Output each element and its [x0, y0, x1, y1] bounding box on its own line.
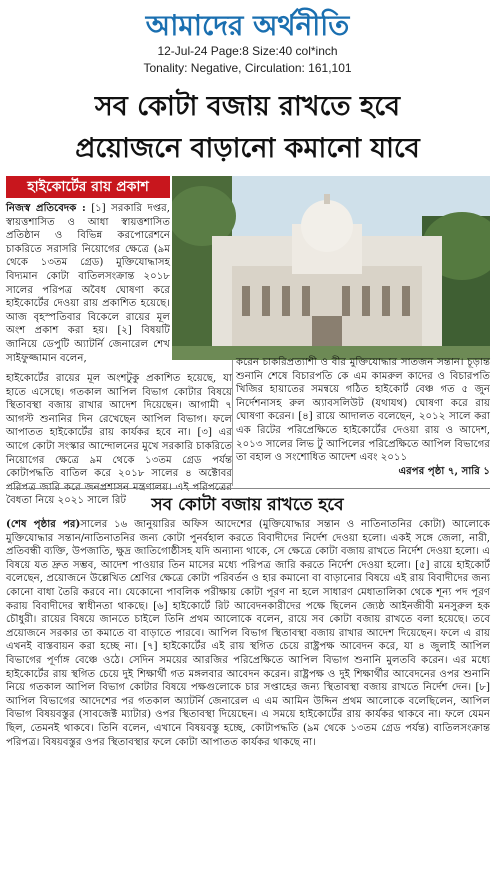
paragraph-right: করেন চাকরিপ্রত্যাশী ও বীর মুক্তিযোদ্ধার সাতজন সন্তান। চূড়ান্ত শুনানি শেষে বিচারপতি কে এম কামরুল কাদের ও বিচারপতি খিজির হায়াতের সমন্বয়ে গঠিত হাইকোর্ট বেঞ্চ গত ৫ জুন নির্দেশনাসহ রুল অ্যাবসলিউট (যথাযথ) ঘোষণা করে রায় ঘোষণা করেন। [৪] রায়ে আদালত বলেছেন, ২০১২ সালে করা এক রিটের পরিপ্রেক্ষিতে হাইকোর্টের দেওয়া রায় ও আদেশ, ২০১৩ সালের লিভ টু আপিলের পরিপ্রেক্ষিতে আপিল বিভাগের তা বহাল ও সংশোধিত আদেশ এবং ২০১১: [236, 357, 490, 464]
high-court-building-image: [172, 176, 490, 360]
high-court-photo: [172, 176, 490, 360]
column-right: [236, 356, 490, 478]
lead-paragraph: [6, 202, 170, 365]
column-divider: [232, 360, 233, 486]
headline-line-2: প্রয়োজনে বাড়ানো কমানো যাবে: [75, 133, 420, 164]
headline-line-1: সব কোটা বজায় রাখতে হবে: [94, 91, 401, 122]
clip-meta-tonality: Tonality: Negative, Circulation: 161,101: [143, 61, 352, 75]
paragraph-left: হাইকোর্টের রায়ের মূল অংশটুকু প্রকাশিত হয়েছে, যা হাতে এসেছে। গতকাল আপিল বিভাগ কোটার বিষয়ে স্থিতাবস্থা বজায় রাখার আদেশ দিয়েছেন। আগামী ৭ আগস্ট শুনানির দিন রেখেছেন আপিল বিভাগ। ফলে আপাতত হাইকোর্টের রায় কার্যকর হবে না। [৩] এর আগে কোটা সংস্কার আন্দোলনের মুখে সরকারি চাকরিতে নিয়োগের ক্ষেত্রে ৯ম থেকে ১৩তম গ্রেড পর্যন্ত কোটাপদ্ধতি বাতিল করে ২০১৮ সালের ৪ অক্টোবর বৈধতা নিয়ে ২০২১ সালে রিট: [6, 373, 232, 507]
continuation-body: [6, 518, 490, 749]
continuation-text: সালের ১৬ জানুয়ারির অফিস আদেশের (মুক্তিযোদ্ধার সন্তান ও নাতিনাতনির কোটা) আলোকে মুক্তিযোদ্ধার সন্তান/নাতিনাতনির জন্য কোটা পুনর্বহাল করতে বিবাদীদের নির্দেশ দেওয়া হলো। একই সঙ্গে জেলা, নারী, প্রতিবন্ধী ব্যক্তি, উপজাতি, ক্ষুদ্র জাতিগোষ্ঠীসহ যদি অন্যান্য থাকে, সে ক্ষেত্রে কোটা বজায় রাখতে নির্দেশ দেওয়া হলো। এ বিষয়ে যত দ্রুত সম্ভব, আদেশ পাওয়ার তিন মাসের মধ্যে পরিপত্র জারি করতে নির্দেশ দেওয়া হলো। [৫] রায়ে হাইকোর্ট বলেছেন, প্রয়োজনে উল্লেখিত শ্রেণির ক্ষেত্রে কোটা পরিবর্তন ও হার কমানো বা বাড়ানোর বিষয়ে এই রায় বিবাদীদের জন্য কোনো বাধা তৈরি করবে না। যেকোনো পাবলিক পরীক্ষায় কোটা পূরণ না হলে সাধারণ মেধাতালিকা থেকে শূন্য পদ পূরণ করায় বিবাদীদের স্বাধীনতা থাকছে। [৬] হাইকোর্টে রিট আবেদনকারীদের পক্ষে ছিলেন জ্যেষ্ঠ আইনজীবী মনসুরুল হক চৌধুরী। রায়ের বিষয়ে জানতে চাইলে তিনি প্রথম আলোকে বলেন, রায়ে সব কোটা বজায় রাখতে বলা হয়েছে। তবে প্রয়োজনে সরকার তা কমাতে বা বাড়াতে পারবে। আপিল বিভাগ স্থিতাবস্থা বজায় রাখার আদেশ দিয়েছেন। ফলে এ রায় এখনই বাস্তবায়ন করা হচ্ছে না। [৭] হাইকোর্টের এই রায় স্থগিত চেয়ে রাষ্ট্রপক্ষ আবেদন করে, যা ৪ জুলাই আপিল বিভাগের পূর্ণাঙ্গ বেঞ্চে ওঠে। সেদিন সময়ের আরজির পরিপ্রেক্ষিতে আপিল বিভাগ শুনানি মুলতবি করেন। এর মধ্যে হাইকোর্টের রায় স্থগিত চেয়ে দুই শিক্ষার্থী গত মঙ্গলবার আবেদন করেন। রাষ্ট্রপক্ষ ও দুই শিক্ষার্থীর আবেদনের ওপর শুনানি নিয়ে গতকাল আপিল বিভাগ কোটার বিষয়ে পক্ষগুলোকে চার সপ্তাহের জন্য স্থিতাবস্থা বজায় রাখতে নির্দেশ দেন। [৮] আপিল বিভাগের আদেশের পর গতকাল অ্যাটর্নি জেনারেল এ এম আমিন উদ্দিন প্রথম আলোকে বলেছিলেন, আপিল বিভাগ বিষয়বস্তুর (সাবজেক্ট ম্যাটার) ওপর স্থিতাবস্থা দিয়েছেন। এ সময়ে হাইকোর্টের রায় কার্যকর থাকবে না। ফলে যেমন ছিল, তেমনই থাকবে। তিনি বলেন, এখানে বিষয়বস্তু হচ্ছে, কোটাপদ্ধতি (৯ম থেকে ১৩তম গ্রেড পর্যন্ত) বাতিলসংক্রান্ত পরিপত্র। বিষয়বস্তুর ওপর স্থিতাবস্থার ফলে কোটা আপাতত কার্যকর থাকছে না।: [6, 519, 490, 748]
clip-meta-date-size: 12-Jul-24 Page:8 Size:40 col*inch: [157, 44, 338, 58]
continuation-headline: সব কোটা বজায় রাখতে হবে: [151, 495, 344, 515]
byline: নিজস্ব প্রতিবেদক :: [6, 202, 86, 214]
lead-text: [১] সরকারি দপ্তর, স্বায়ত্তশাসিত ও আধা স্বায়ত্তশাসিত প্রতিষ্ঠান ও বিভিন্ন করপোরেশনে চাকরিতে সরাসরি নিয়োগের ক্ষেত্রে (৯ম থেকে ১৩তম গ্রেড) মুক্তিযোদ্ধাসহ বিদ্যমান কোটা বাতিলসংক্রান্ত ২০১৮ সালের পরিপত্র অবৈধ ঘোষণা করে হাইকোর্টের দেওয়া রায় প্রকাশিত হয়েছে। আজ বৃহস্পতিবার বিকেলে রায়ের মূল অংশ প্রকাশ করা হয়। [২] বিষয়টি জানিয়ে ডেপুটি অ্যাটর্নি জেনারেল শেখ সাইফুজ্জামান বলেন,: [6, 203, 170, 364]
newspaper-name: আমাদের অর্থনীতি: [145, 9, 350, 42]
section-banner: হাইকোর্টের রায় প্রকাশ: [6, 176, 170, 198]
continued-on-note: এরপর পৃষ্ঠা ৭, সারি ১: [398, 464, 490, 477]
section-rule: [6, 488, 490, 489]
continuation-lead-in: (শেষ পৃষ্ঠার পর): [6, 518, 81, 530]
masthead: [0, 4, 495, 42]
